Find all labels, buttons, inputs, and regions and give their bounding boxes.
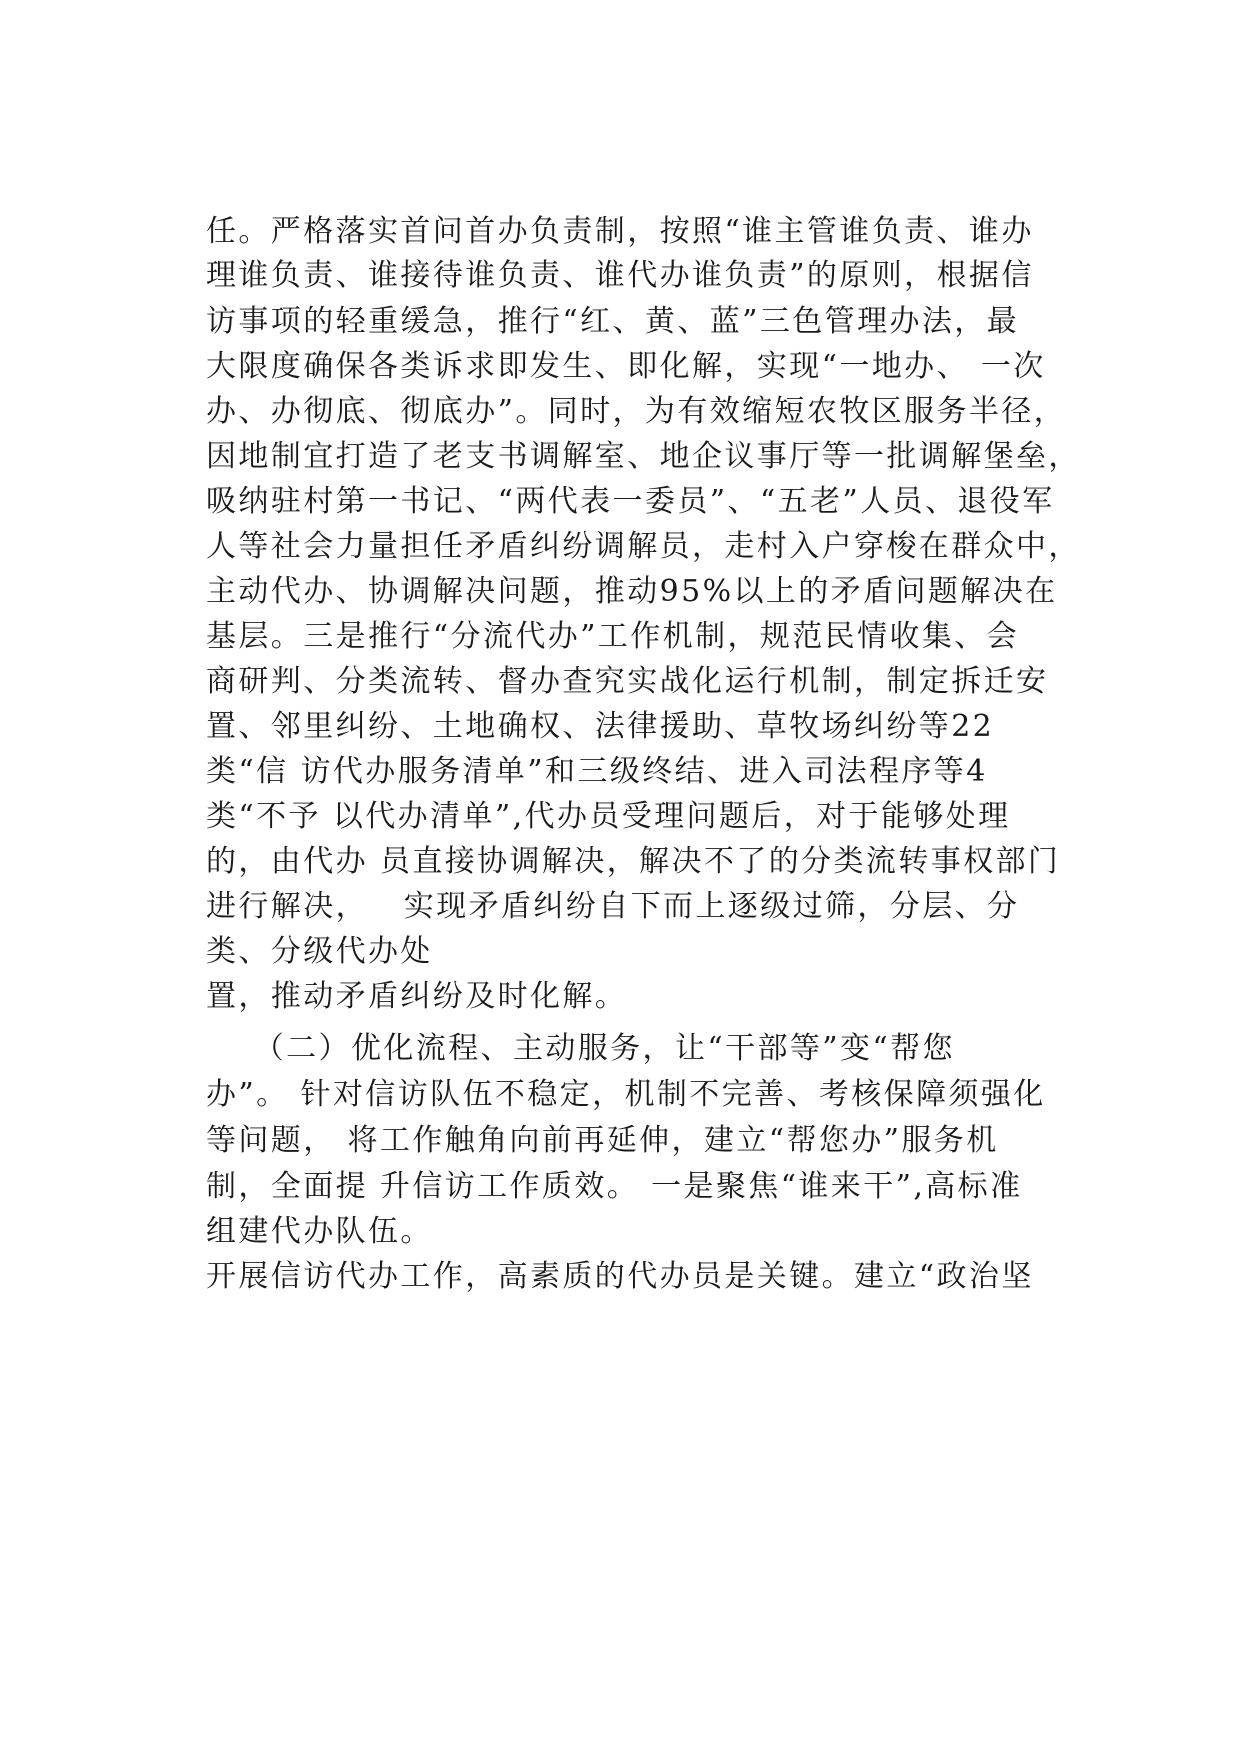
text-line: 等问题， 将工作触角向前再延伸，建立“帮您办”服务机: [206, 1123, 999, 1158]
text-line: 类、分级代办处: [206, 934, 433, 969]
text-line: 开展信访代办工作，高素质的代办员是关键。建立“政治坚: [206, 1259, 1034, 1294]
text-line: 人等社会力量担任矛盾纠纷调解员，走村入户穿梭在群众中，: [206, 529, 1081, 564]
text-line: 大限度确保各类诉求即发生、即化解，实现“一地办、 一次: [206, 349, 1046, 384]
section-heading-line: （二）优化流程、主动服务，让“干部等”变“帮您: [206, 1031, 955, 1066]
text-line: 类“不予 以代办清单”,代办员受理问题后，对于能够处理: [206, 799, 1011, 834]
text-line: 办”。 针对信访队伍不稳定，机制不完善、考核保障须强化: [206, 1077, 1046, 1112]
text-line: 置，推动矛盾纠纷及时化解。: [206, 979, 628, 1014]
text-line: 理谁负责、谁接待谁负责、谁代办谁负责”的原则，根据信: [206, 258, 1034, 293]
text-line: 主动代办、协调解决问题，推动95%以上的矛盾问题解决在: [206, 574, 1058, 609]
text-line: 任。严格落实首问首办负责制，按照“谁主管谁负责、谁办: [206, 214, 1034, 249]
text-line: 办、办彻底、彻底办”。同时，为有效缩短农牧区服务半径，: [206, 394, 1067, 429]
text-line: 类“信 访代办服务清单”和三级终结、进入司法程序等4: [206, 754, 988, 789]
text-line: 的，由代办 员直接协调解决，解决不了的分类流转事权部门: [206, 844, 1061, 879]
text-line: 进行解决， 实现矛盾纠纷自下而上逐级过筛，分层、分: [206, 889, 1020, 924]
text-line: 访事项的轻重缓急，推行“红、黄、蓝”三色管理办法，最: [206, 304, 1020, 339]
text-line: 因地制宜打造了老支书调解室、地企议事厅等一批调解堡垒，: [206, 439, 1081, 474]
text-line: 基层。三是推行“分流代办”工作机制，规范民情收集、会: [206, 619, 1020, 654]
text-line: 置、邻里纠纷、土地确权、法律援助、草牧场纠纷等22: [206, 709, 995, 744]
text-line: 商研判、分类流转、督办查究实战化运行机制，制定拆迁安: [206, 664, 1049, 699]
text-line: 吸纳驻村第一书记、“两代表一委员”、“五老”人员、退役军: [206, 484, 1055, 519]
text-line: 制，全面提 升信访工作质效。 一是聚焦“谁来干”,高标准: [206, 1169, 1023, 1204]
text-line: 组建代办队伍。: [206, 1214, 433, 1249]
